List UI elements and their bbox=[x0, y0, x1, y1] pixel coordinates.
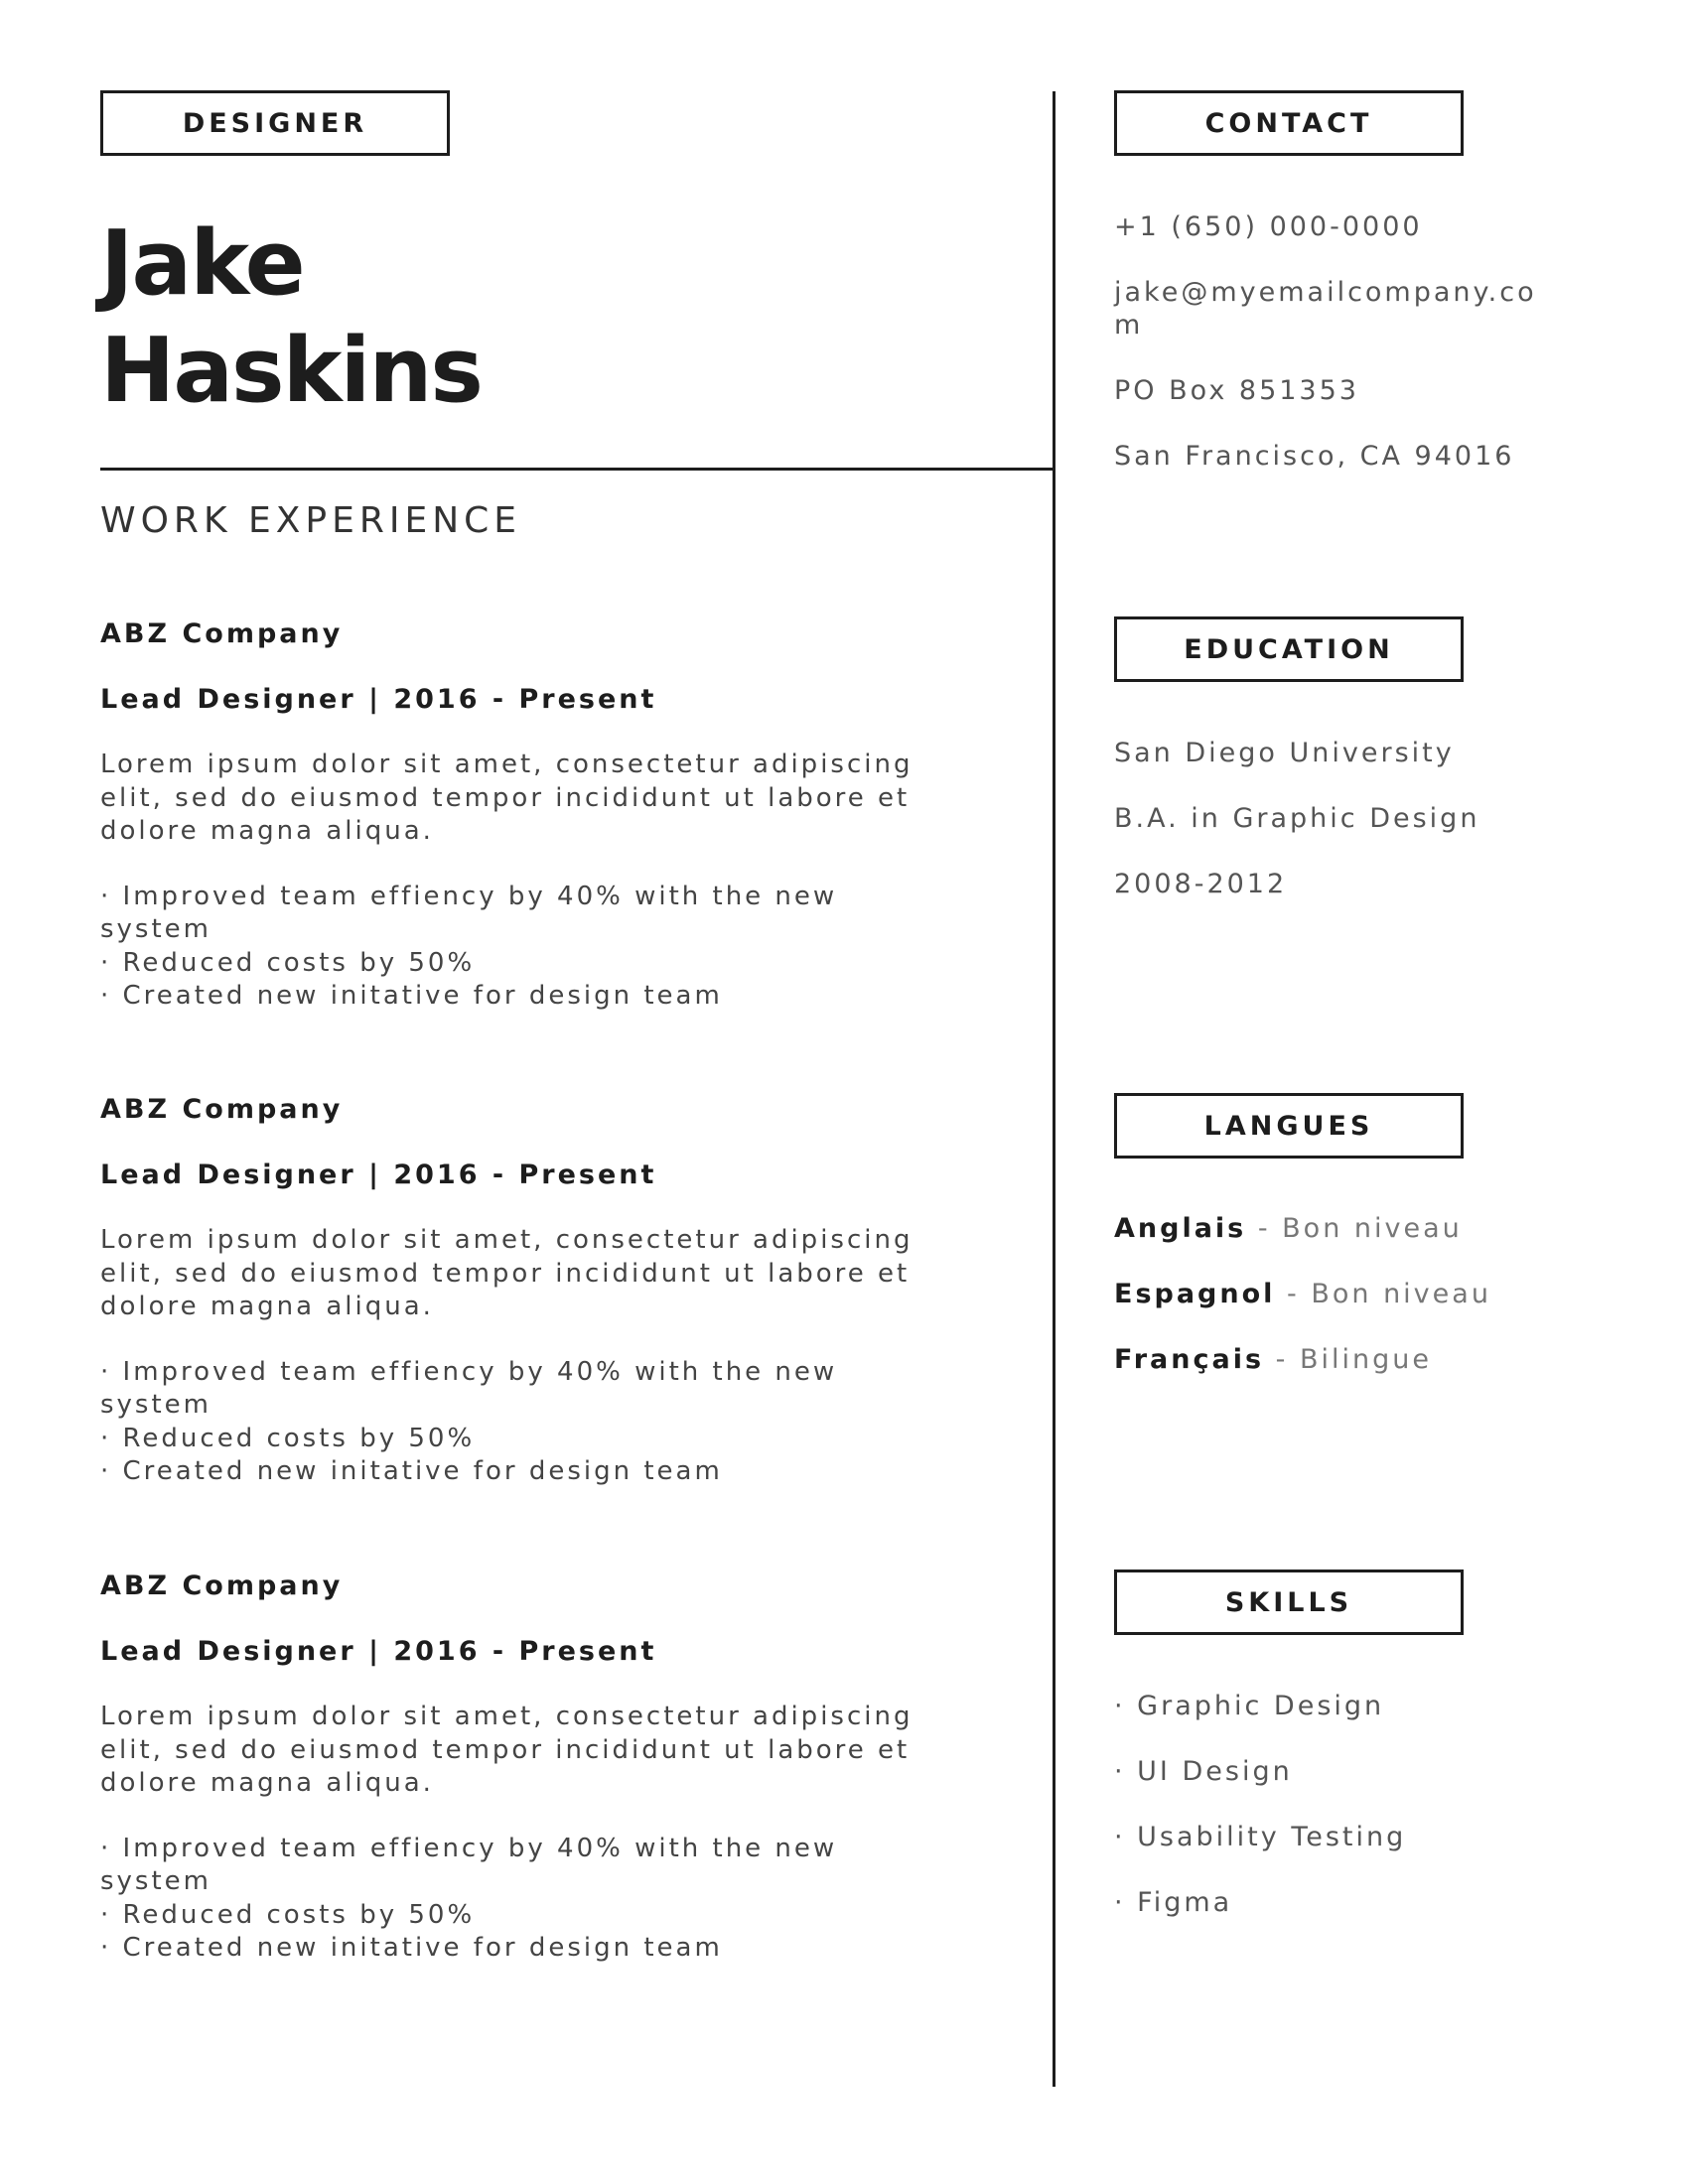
column-divider bbox=[1053, 91, 1055, 2087]
job-role: Lead Designer | 2016 - Present bbox=[100, 1636, 657, 1667]
job-description-line: elit, sed do eiusmod tempor incididunt ut labore et bbox=[100, 1258, 911, 1289]
contact-email-line: m bbox=[1114, 310, 1144, 341]
job-achievement-line: · Created new initative for design team bbox=[100, 981, 723, 1011]
language-level: - Bilingue bbox=[1264, 1344, 1432, 1375]
education-heading: EDUCATION bbox=[1114, 616, 1464, 682]
header-divider bbox=[100, 468, 1055, 471]
job-company: ABZ Company bbox=[100, 1570, 344, 1601]
job-achievement-line: · Created new initative for design team bbox=[100, 1933, 723, 1963]
skill-item: · Figma bbox=[1114, 1887, 1233, 1918]
job-achievement-line: · Created new initative for design team bbox=[100, 1456, 723, 1486]
job-entry bbox=[100, 617, 994, 1014]
language-name: Espagnol bbox=[1114, 1279, 1276, 1309]
job-role: Lead Designer | 2016 - Present bbox=[100, 1160, 657, 1190]
education-details bbox=[1114, 737, 1581, 933]
role-badge: DESIGNER bbox=[100, 90, 450, 156]
contact-email-line: jake@myemailcompany.co bbox=[1114, 277, 1537, 308]
work-experience-title: WORK EXPERIENCE bbox=[100, 500, 522, 541]
job-description-line: elit, sed do eiusmod tempor incididunt ut labore et bbox=[100, 1734, 911, 1765]
job-description bbox=[100, 1224, 994, 1324]
education-degree: B.A. in Graphic Design bbox=[1114, 803, 1480, 834]
job-achievement-line: · Reduced costs by 50% bbox=[100, 1423, 476, 1453]
job-achievement-line: · Improved team effiency by 40% with the new bbox=[100, 1833, 838, 1863]
languages-list bbox=[1114, 1212, 1581, 1409]
contact-phone: +1 (650) 000-0000 bbox=[1114, 211, 1423, 242]
job-achievements bbox=[100, 1356, 994, 1489]
job-description-line: Lorem ipsum dolor sit amet, consectetur adipiscing bbox=[100, 1225, 914, 1255]
job-description-line: dolore magna aliqua. bbox=[100, 1768, 434, 1798]
job-description-line: Lorem ipsum dolor sit amet, consectetur adipiscing bbox=[100, 750, 914, 779]
contact-city: San Francisco, CA 94016 bbox=[1114, 441, 1515, 472]
job-achievement-line: system bbox=[100, 1866, 211, 1896]
job-description-line: dolore magna aliqua. bbox=[100, 1292, 434, 1321]
job-role: Lead Designer | 2016 - Present bbox=[100, 684, 657, 715]
language-item bbox=[1114, 1343, 1581, 1376]
job-description bbox=[100, 1701, 994, 1801]
language-item bbox=[1114, 1212, 1581, 1245]
skills-list bbox=[1114, 1690, 1581, 1952]
contact-address: PO Box 851353 bbox=[1114, 375, 1359, 406]
last-name: Haskins bbox=[100, 319, 482, 423]
job-achievement-line: · Reduced costs by 50% bbox=[100, 947, 476, 978]
job-achievement-line: system bbox=[100, 1390, 211, 1420]
education-school: San Diego University bbox=[1114, 738, 1455, 768]
job-achievement-line: · Improved team effiency by 40% with the new bbox=[100, 1356, 838, 1387]
language-item bbox=[1114, 1278, 1581, 1310]
job-company: ABZ Company bbox=[100, 1094, 344, 1125]
candidate-name bbox=[100, 210, 482, 425]
job-achievement-line: · Improved team effiency by 40% with the new bbox=[100, 881, 838, 911]
language-level: - Bon niveau bbox=[1275, 1279, 1491, 1309]
job-description-line: dolore magna aliqua. bbox=[100, 816, 434, 846]
job-achievement-line: system bbox=[100, 914, 211, 944]
languages-heading: LANGUES bbox=[1114, 1093, 1464, 1159]
skill-item: · Graphic Design bbox=[1114, 1691, 1385, 1721]
first-name: Jake bbox=[100, 211, 304, 316]
job-description bbox=[100, 749, 994, 849]
job-company: ABZ Company bbox=[100, 618, 344, 649]
skill-item: · UI Design bbox=[1114, 1756, 1293, 1787]
job-achievements bbox=[100, 881, 994, 1014]
contact-details bbox=[1114, 210, 1581, 505]
language-name: Français bbox=[1114, 1344, 1265, 1375]
job-entry bbox=[100, 1093, 994, 1489]
job-achievements bbox=[100, 1833, 994, 1966]
skill-item: · Usability Testing bbox=[1114, 1822, 1407, 1852]
contact-heading: CONTACT bbox=[1114, 90, 1464, 156]
education-years: 2008-2012 bbox=[1114, 869, 1288, 899]
job-description-line: Lorem ipsum dolor sit amet, consectetur adipiscing bbox=[100, 1702, 914, 1731]
job-description-line: elit, sed do eiusmod tempor incididunt ut labore et bbox=[100, 782, 911, 813]
language-level: - Bon niveau bbox=[1246, 1213, 1463, 1244]
contact-email bbox=[1114, 276, 1581, 341]
job-achievement-line: · Reduced costs by 50% bbox=[100, 1899, 476, 1930]
job-entry bbox=[100, 1570, 994, 1966]
language-name: Anglais bbox=[1114, 1213, 1247, 1244]
skills-heading: SKILLS bbox=[1114, 1570, 1464, 1635]
